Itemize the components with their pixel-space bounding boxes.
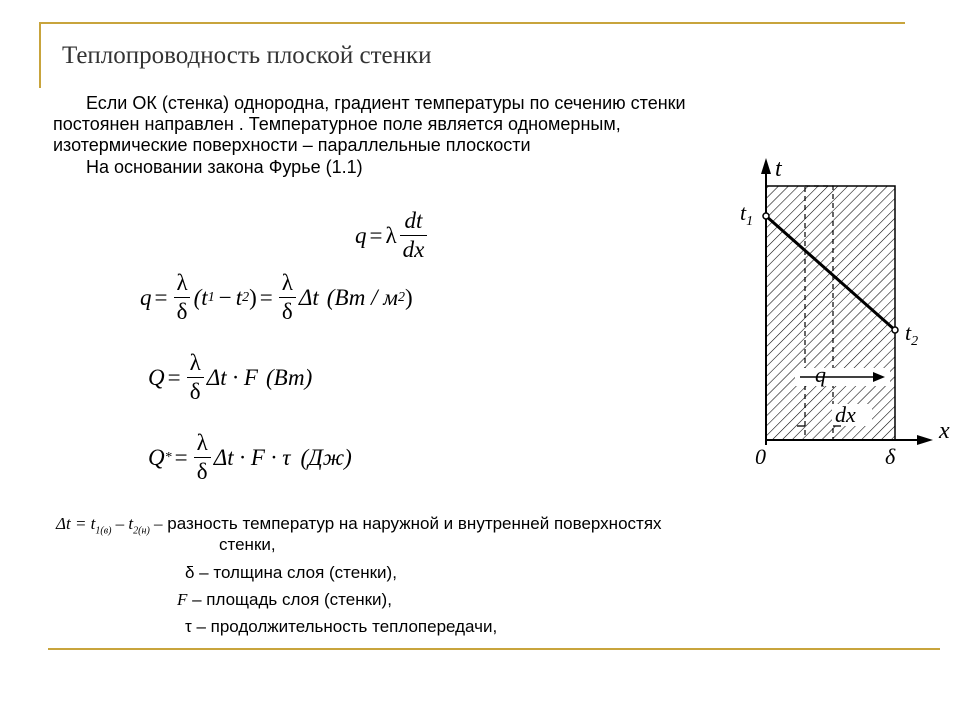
legend-dt-text: разность температур на наружной и внутренней поверхностях: [167, 514, 662, 533]
legend-dt-mid: – t: [111, 514, 134, 533]
t2-point: [892, 327, 898, 333]
formula-4-num: λ: [196, 430, 208, 455]
legend-duration: τ – продолжительность теплопередачи,: [185, 617, 498, 636]
formula-2-close: ): [249, 284, 257, 310]
legend-thickness: δ – толщина слоя (стенки),: [185, 563, 397, 582]
accent-top-rule: [39, 22, 905, 24]
formula-4-fraction: [194, 430, 211, 485]
legend-dt-sub1: 1(в): [95, 525, 112, 537]
formula-2-open: (t: [193, 284, 208, 310]
dx-label: dx: [835, 402, 856, 427]
formula-2-fraction-2: [279, 270, 296, 325]
legend-delta-t: [56, 514, 662, 541]
legend-dt-symbol: [56, 514, 163, 537]
paragraph-line-2: постоянен направлен . Температурное поле является одномерным,: [53, 114, 621, 134]
t2-label-t: t: [905, 320, 912, 345]
formula-2-units-sup: 2: [397, 289, 405, 305]
formula-4-den: δ: [194, 457, 211, 485]
legend-dt-sub2: 2(н): [133, 525, 150, 537]
formula-heat-flow: [148, 350, 312, 405]
formula-1-lhs: q: [355, 222, 367, 248]
formula-4-sup: *: [164, 449, 172, 465]
formula-heat-flux-density: [140, 270, 413, 325]
formula-4-eq: =: [174, 444, 188, 470]
t1-label-sub: 1: [746, 214, 754, 229]
formula-2-units-close: ): [404, 284, 413, 310]
formula-3-fraction: [187, 350, 204, 405]
formula-2-num: λ: [176, 270, 188, 295]
paragraph-line-1: Если ОК (стенка) однородна, градиент температуры по сечению стенки: [86, 93, 686, 113]
origin-label: 0: [755, 444, 766, 469]
paragraph-line-3: изотермические поверхности – параллельные плоскости: [53, 135, 531, 155]
legend-area: [177, 590, 392, 610]
t-axis-label: t: [775, 156, 782, 182]
q-label: q: [815, 362, 826, 387]
t-axis-arrow: [761, 158, 771, 174]
formula-3-units: (Вт): [265, 364, 313, 390]
slide-title: Теплопроводность плоской стенки: [62, 42, 432, 69]
formula-2-t2: t: [235, 284, 243, 310]
x-axis-label: x: [939, 418, 950, 444]
t1-label: [740, 200, 753, 229]
t2-label-sub: 2: [911, 334, 919, 349]
legend-dt-dash: –: [149, 514, 163, 533]
formula-2-minus: −: [218, 284, 232, 310]
formula-fourier-law: [355, 208, 430, 263]
formula-1-lambda: λ: [385, 222, 397, 248]
formula-2-num2: λ: [281, 270, 293, 295]
legend-area-text: – площадь слоя (стенки),: [187, 590, 392, 609]
formula-4-units: (Дж): [300, 444, 352, 470]
accent-bottom-rule: [48, 648, 940, 650]
formula-1-num: dt: [404, 208, 423, 233]
formula-3-eq: =: [167, 364, 181, 390]
formula-1-fraction: [400, 208, 428, 263]
intro-paragraph: [53, 93, 693, 178]
legend-dt-sym: Δt = t: [56, 514, 96, 533]
formula-2-eq: =: [154, 284, 168, 310]
t1-label-t: t: [740, 200, 747, 225]
paragraph-line-4: На основании закона Фурье (1.1): [86, 157, 363, 177]
formula-2-fraction: [173, 270, 190, 325]
formula-2-lhs: q: [140, 284, 152, 310]
formula-2-den2: δ: [279, 297, 296, 325]
t1-point: [763, 213, 769, 219]
accent-vertical-bar: [39, 22, 41, 88]
legend-delta-t-line2: стенки,: [219, 535, 276, 554]
formula-2-den: δ: [174, 297, 191, 325]
formula-2-eq2: =: [259, 284, 273, 310]
formula-2-sub2: 2: [242, 289, 250, 305]
formula-3-den: δ: [187, 377, 204, 405]
formula-3-lhs: Q: [148, 364, 165, 390]
formula-heat-energy: [148, 430, 352, 485]
formula-1-eq: =: [369, 222, 383, 248]
wall-diagram: [735, 150, 960, 470]
formula-3-num: λ: [189, 350, 201, 375]
formula-2-units: (Вт / м: [326, 284, 398, 310]
formula-1-den: dx: [400, 235, 428, 263]
formula-3-rest: Δt · F: [206, 364, 258, 390]
formula-4-rest: Δt · F · τ: [213, 444, 291, 470]
legend-area-symbol: F: [177, 590, 188, 609]
delta-label: δ: [885, 444, 896, 469]
formula-2-sub1: 1: [207, 289, 215, 305]
t2-label: [905, 320, 918, 349]
formula-4-lhs: Q: [148, 444, 165, 470]
formula-2-delta-t: Δt: [298, 284, 319, 310]
x-axis-arrow: [917, 435, 933, 445]
